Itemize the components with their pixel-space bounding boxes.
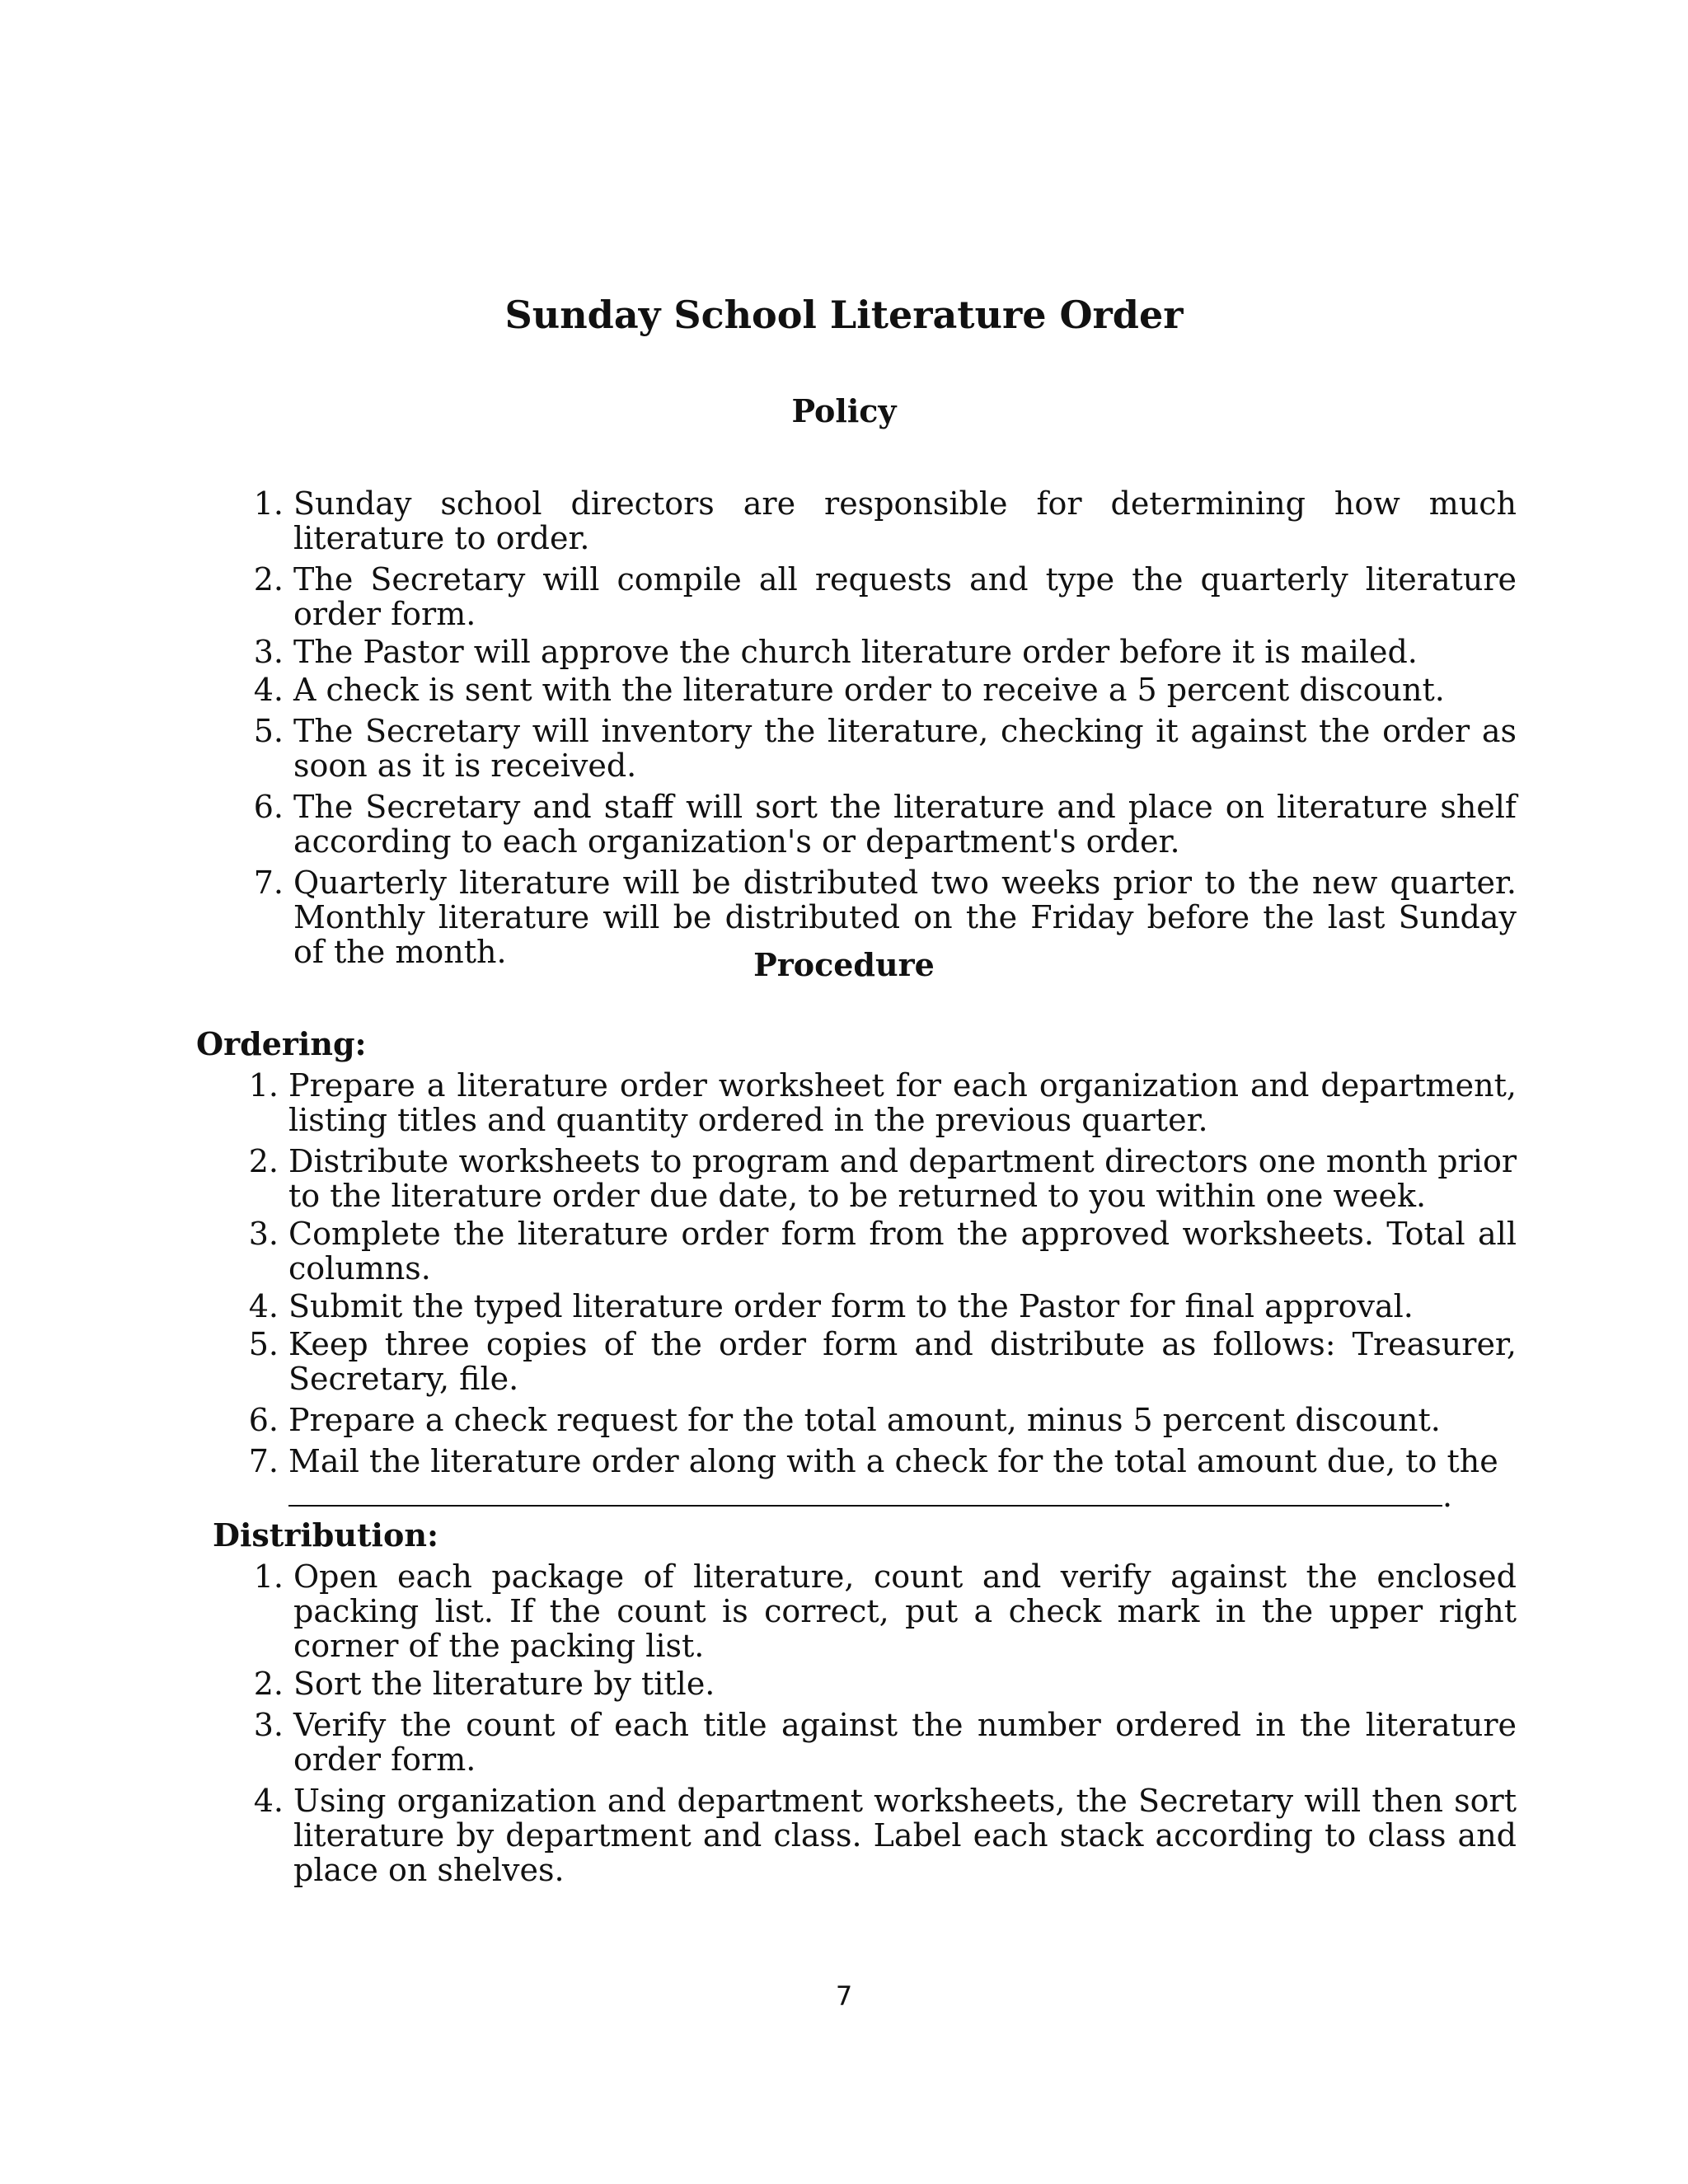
list-item-number: 1. [253, 1558, 284, 1595]
list-item [248, 1143, 1517, 1214]
list-item [248, 1067, 1517, 1138]
list-item [248, 1288, 1517, 1324]
policy-heading: Policy [791, 392, 897, 429]
list-item [253, 561, 1517, 632]
list-item-text: Prepare a literature order worksheet for each organization and department, listing titles and quantity ordered in the previous quarter. [288, 1067, 1517, 1138]
document-title: Sunday School Literature Order [504, 293, 1184, 337]
list-item [248, 1443, 1517, 1514]
blank-address-line [288, 1480, 1442, 1507]
list-item [253, 634, 1517, 670]
list-item [253, 1666, 1517, 1702]
list-item-number: 6. [253, 789, 284, 825]
list-item [253, 1707, 1517, 1778]
list-item [253, 672, 1517, 708]
list-item [248, 1326, 1517, 1397]
list-item-number: 5. [253, 713, 284, 749]
list-item-text: Sort the literature by title. [293, 1666, 715, 1702]
list-item-text: Verify the count of each title against the number ordered in the literature order form. [293, 1707, 1517, 1778]
list-item [253, 485, 1517, 556]
list-item-number: 4. [253, 1783, 284, 1819]
list-item-number: 7. [248, 1443, 279, 1479]
list-item-text: A check is sent with the literature order to receive a 5 percent discount. [293, 672, 1445, 708]
ordering-list [248, 1067, 1517, 1514]
list-item-number: 4. [253, 672, 284, 708]
list-item-text: Sunday school directors are responsible for determining how much literature to order. [293, 485, 1517, 556]
list-item-number: 5. [248, 1326, 279, 1362]
list-item-number: 1. [253, 485, 284, 522]
list-item-text: Mail the literature order along with a check for the total amount due, to the [288, 1443, 1498, 1479]
list-item-number: 2. [248, 1143, 279, 1179]
list-item-number: 4. [248, 1288, 279, 1324]
distribution-heading: Distribution: [213, 1516, 438, 1554]
list-item-text: The Secretary and staff will sort the literature and place on literature shelf according to each organization's or department's order. [293, 789, 1517, 860]
list-item-text: Quarterly literature will be distributed two weeks prior to the new quarter. Monthly literature will be distributed on the Friday before the last Sunday of the month. [293, 865, 1517, 970]
list-item-number: 7. [253, 865, 284, 901]
distribution-list [253, 1558, 1517, 1888]
list-item [253, 713, 1517, 784]
list-item-number: 2. [253, 1666, 284, 1702]
list-item-number: 2. [253, 561, 284, 598]
blank-line-suffix: . [1442, 1478, 1453, 1514]
list-item-text: Open each package of literature, count and verify against the enclosed packing list. If the count is correct, put a check mark in the upper right corner of the packing list. [293, 1558, 1517, 1664]
list-item-number: 3. [253, 1707, 284, 1743]
list-item [248, 1216, 1517, 1286]
list-item [248, 1402, 1517, 1438]
list-item-text: The Secretary will inventory the literature, checking it against the order as soon as it is received. [293, 713, 1517, 784]
procedure-heading: Procedure [753, 946, 935, 983]
list-item-text: Using organization and department worksheets, the Secretary will then sort literature by department and class. Label each stack according to class and place on shelves. [293, 1783, 1517, 1888]
list-item-text: Distribute worksheets to program and department directors one month prior to the literature order due date, to be returned to you within one week. [288, 1143, 1517, 1214]
list-item-number: 6. [248, 1402, 279, 1438]
list-item-number: 3. [248, 1216, 279, 1252]
list-item [253, 1558, 1517, 1664]
list-item-text: Submit the typed literature order form to the Pastor for final approval. [288, 1288, 1414, 1324]
page-number: 7 [835, 1980, 853, 2012]
list-item-text: The Pastor will approve the church literature order before it is mailed. [293, 634, 1418, 670]
list-item-text: Complete the literature order form from the approved worksheets. Total all columns. [288, 1216, 1517, 1286]
list-item-number: 1. [248, 1067, 279, 1104]
list-item-text: Prepare a check request for the total amount, minus 5 percent discount. [288, 1402, 1441, 1438]
list-item-text: The Secretary will compile all requests and type the quarterly literature order form. [293, 561, 1517, 632]
policy-list [253, 485, 1517, 970]
ordering-heading: Ordering: [196, 1025, 367, 1062]
list-item [253, 1783, 1517, 1888]
list-item-number: 3. [253, 634, 284, 670]
list-item [253, 789, 1517, 860]
list-item-text: Keep three copies of the order form and distribute as follows: Treasurer, Secretary, file. [288, 1326, 1517, 1397]
